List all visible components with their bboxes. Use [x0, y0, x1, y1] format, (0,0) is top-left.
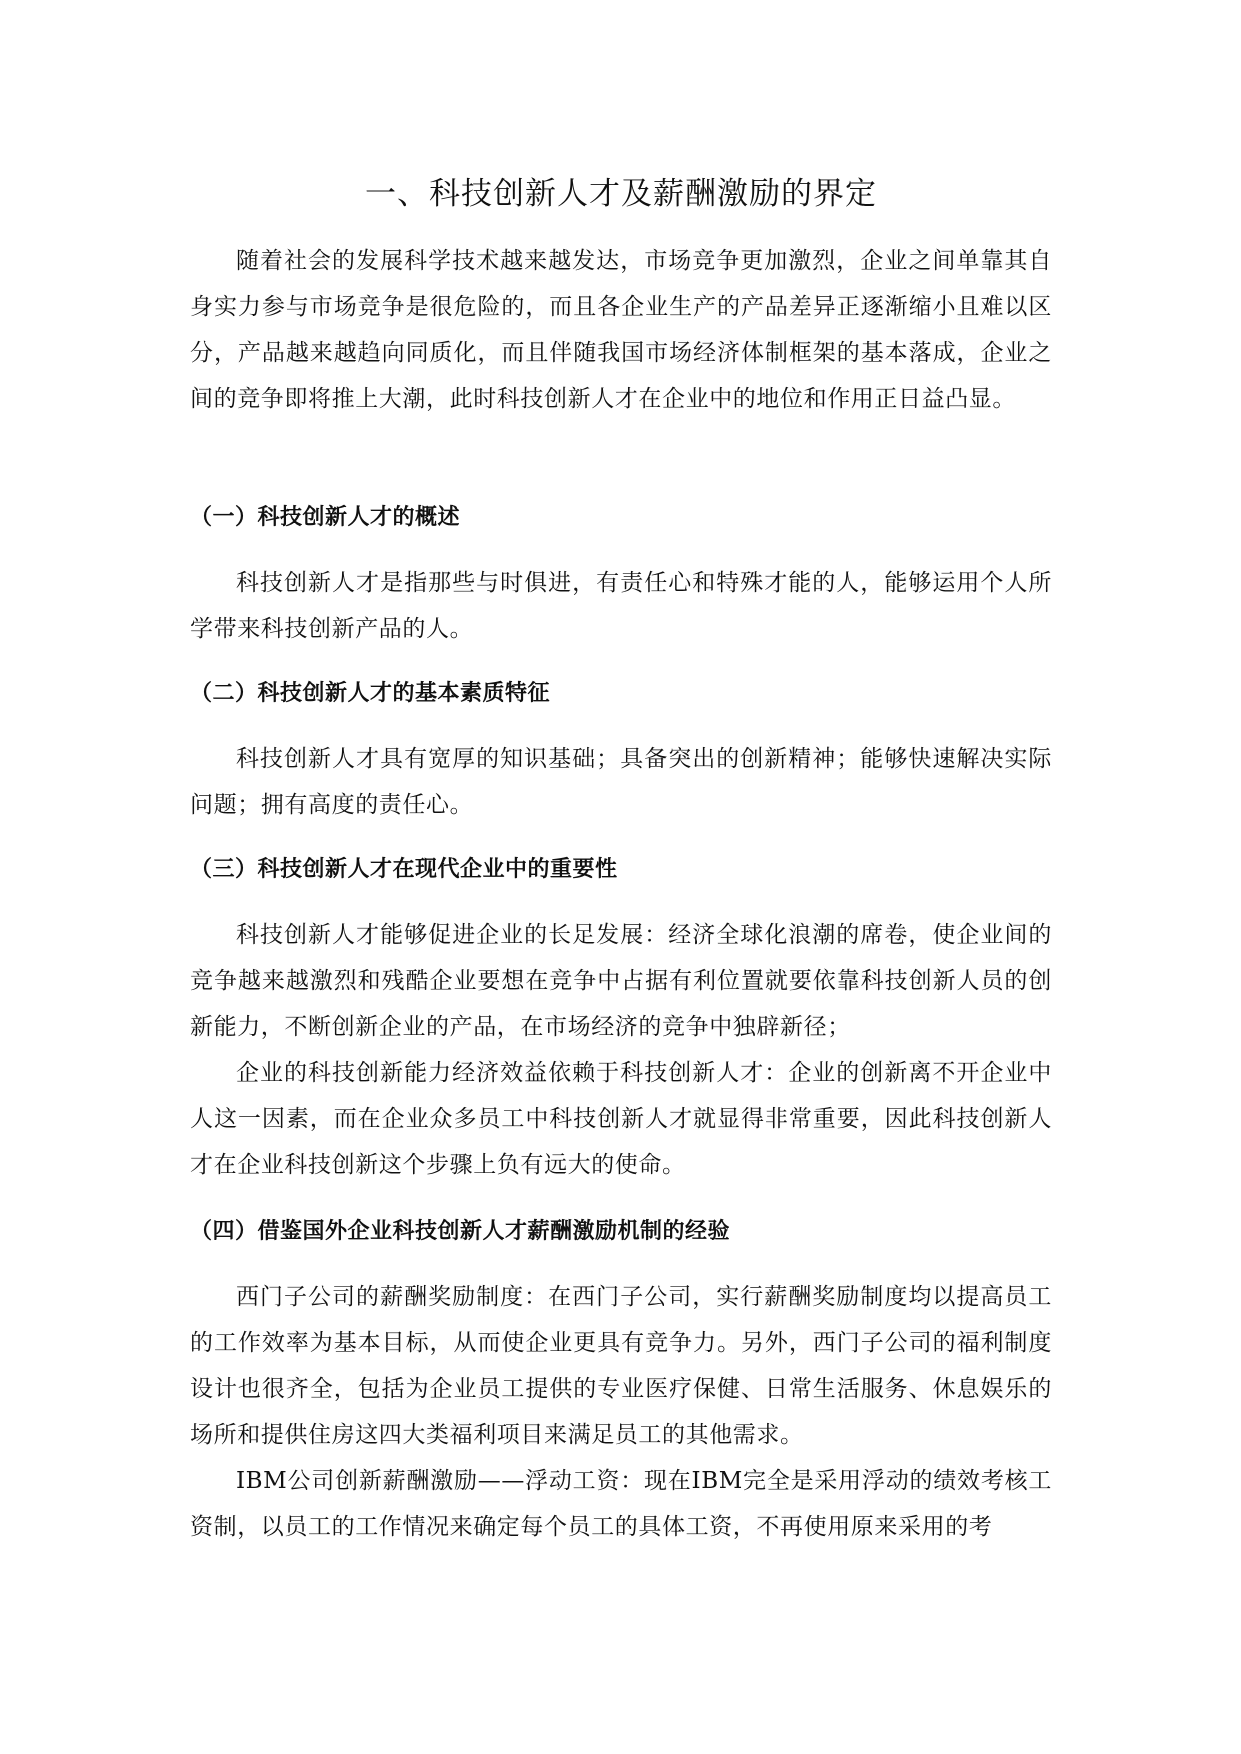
section-heading-1: （一）科技创新人才的概述 — [190, 505, 461, 530]
section-4-paragraph-1: 西门子公司的薪酬奖励制度：在西门子公司，实行薪酬奖励制度均以提高员工的工作效率为基本目标，从而使企业更具有竞争力。另外，西门子公司的福利制度设计也很齐全，包括为企业员工提供的专业医疗保健、日常生活服务、休息娱乐的场所和提供住房这四大类福利项目来满足员工的其他需求。 — [190, 1284, 1052, 1448]
section-3-paragraph-2: 企业的科技创新能力经济效益依赖于科技创新人才：企业的创新离不开企业中人这一因素，而在企业众多员工中科技创新人才就显得非常重要，因此科技创新人才在企业科技创新这个步骤上负有远大的使命。 — [190, 1060, 1052, 1178]
section-heading-2: （二）科技创新人才的基本素质特征 — [190, 681, 551, 706]
section-heading-3: （三）科技创新人才在现代企业中的重要性 — [190, 857, 618, 882]
section-3-paragraph-1: 科技创新人才能够促进企业的长足发展：经济全球化浪潮的席卷，使企业间的竞争越来越激烈和残酷企业要想在竞争中占据有利位置就要依靠科技创新人员的创新能力，不断创新企业的产品，在市场经济的竞争中独辟新径； — [190, 922, 1052, 1040]
document-page — [190, 0, 1052, 1754]
document-title: 一、科技创新人才及薪酬激励的界定 — [365, 176, 877, 212]
section-2-paragraph-1: 科技创新人才具有宽厚的知识基础；具备突出的创新精神；能够快速解决实际问题；拥有高度的责任心。 — [190, 746, 1052, 818]
section-1-paragraph-1: 科技创新人才是指那些与时俱进，有责任心和特殊才能的人，能够运用个人所学带来科技创新产品的人。 — [190, 570, 1052, 642]
intro-paragraph: 随着社会的发展科学技术越来越发达，市场竞争更加激烈，企业之间单靠其自身实力参与市场竞争是很危险的，而且各企业生产的产品差异正逐渐缩小且难以区分，产品越来越趋向同质化，而且伴随我国市场经济体制框架的基本落成，企业之间的竞争即将推上大潮，此时科技创新人才在企业中的地位和作用正日益凸显。 — [190, 248, 1052, 412]
section-heading-4: （四）借鉴国外企业科技创新人才薪酬激励机制的经验 — [190, 1219, 731, 1244]
section-4-paragraph-2: IBM公司创新薪酬激励——浮动工资：现在IBM完全是采用浮动的绩效考核工资制，以员工的工作情况来确定每个员工的具体工资，不再使用原来采用的考 — [190, 1468, 1052, 1540]
